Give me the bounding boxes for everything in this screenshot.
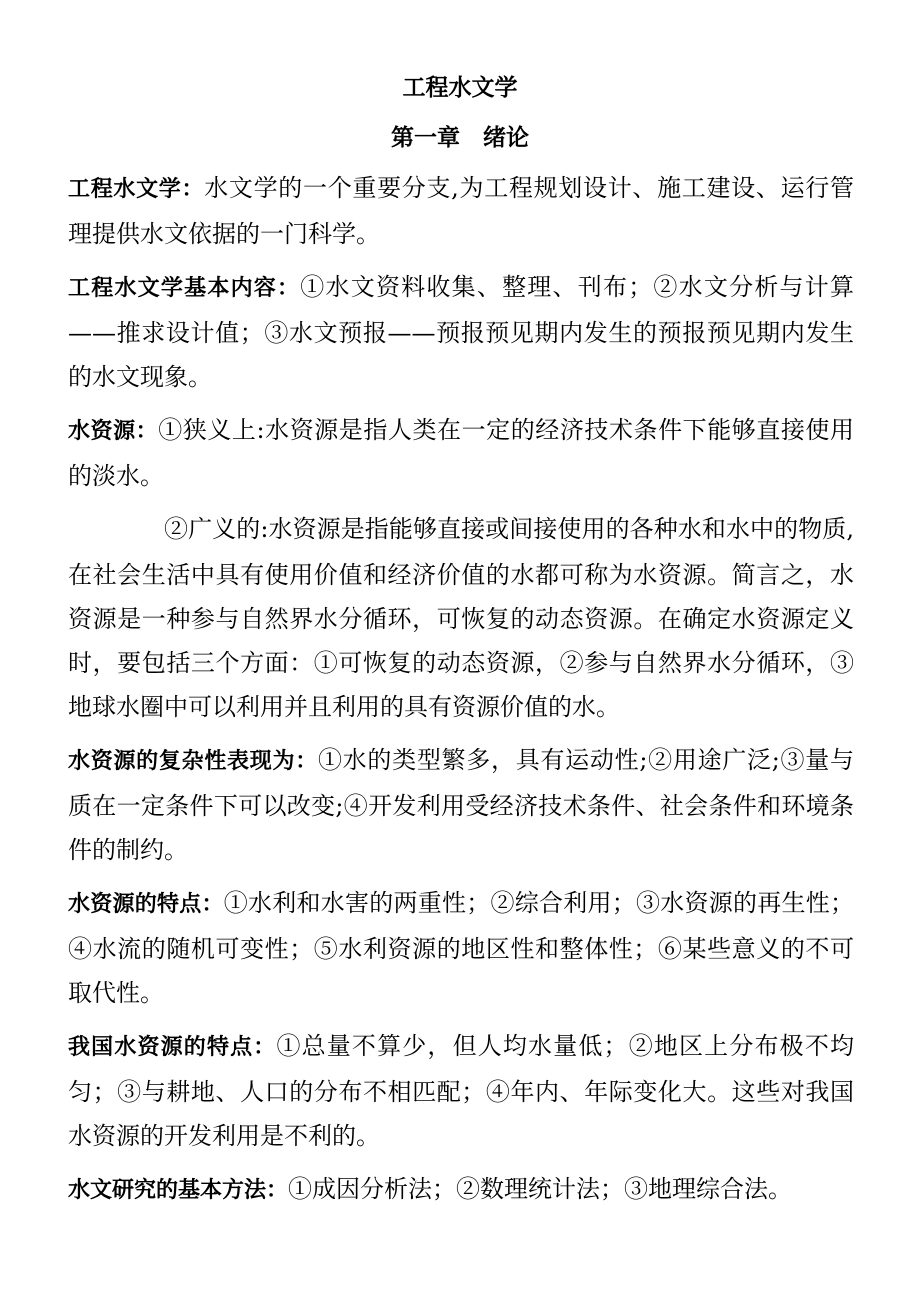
- paragraph-water-resources-broad: [68, 507, 854, 729]
- document-title: 工程水文学: [402, 75, 518, 101]
- paragraph-complexity: [68, 738, 854, 872]
- paragraph-term: 水资源：: [68, 419, 159, 444]
- paragraph-research-methods: [68, 1167, 854, 1213]
- paragraph-engineering-hydrology: [68, 166, 854, 256]
- paragraph-text: ②广义的:水资源是指能够直接或间接使用的各种水和水中的物质,在社会生活中具有使用价值和经济价值的水都可称为水资源。简言之，水资源是一种参与自然界水分循环，可恢复的动态资源。在确定水资源定义时，要包括三个方面：①可恢复的动态资源，②参与自然界水分循环，③地球水圈中可以利用并且利用的具有资源价值的水。: [68, 515, 854, 721]
- paragraph-text: ①水利和水害的两重性；②综合利用；③水资源的再生性；④水流的随机可变性；⑤水利资源的地区性和整体性；⑥某些意义的不可取代性。: [68, 889, 854, 1007]
- paragraph-text: ①总量不算少，但人均水量低；②地区上分布极不均匀；③与耕地、人口的分布不相匹配；④年内、年际变化大。这些对我国水资源的开发利用是不利的。: [68, 1032, 854, 1150]
- paragraph-term: 工程水文学：: [68, 177, 205, 202]
- paragraph-text: ①水的类型繁多，具有运动性;②用途广泛;③量与质在一定条件下可以改变;④开发利用受经济技术条件、社会条件和环境条件的制约。: [68, 746, 854, 864]
- paragraph-term: 我国水资源的特点：: [68, 1035, 277, 1060]
- paragraph-term: 水资源的特点：: [68, 892, 224, 917]
- paragraph-characteristics: [68, 881, 854, 1015]
- paragraph-china-characteristics: [68, 1024, 854, 1158]
- paragraph-basic-content: [68, 265, 854, 399]
- paragraph-text: ①狭义上:水资源是指人类在一定的经济技术条件下能够直接使用的淡水。: [68, 416, 854, 490]
- paragraph-term: 水资源的复杂性表现为：: [68, 749, 318, 774]
- paragraph-term: 工程水文学基本内容：: [68, 276, 301, 301]
- paragraph-text: ①成因分析法；②数理统计法；③地理综合法。: [288, 1175, 793, 1203]
- chapter-title: 第一章 绪论: [391, 125, 529, 151]
- paragraph-water-resources: [68, 408, 854, 498]
- document-body: [68, 166, 854, 1222]
- paragraph-term: 水文研究的基本方法：: [68, 1178, 289, 1203]
- paragraph-text: 水文学的一个重要分支,为工程规划设计、施工建设、运行管理提供水文依据的一门科学。: [68, 174, 854, 248]
- paragraph-text: ①水文资料收集、整理、刊布；②水文分析与计算——推求设计值；③水文预报——预报预见期内发生的预报预见期内发生的水文现象。: [68, 273, 854, 391]
